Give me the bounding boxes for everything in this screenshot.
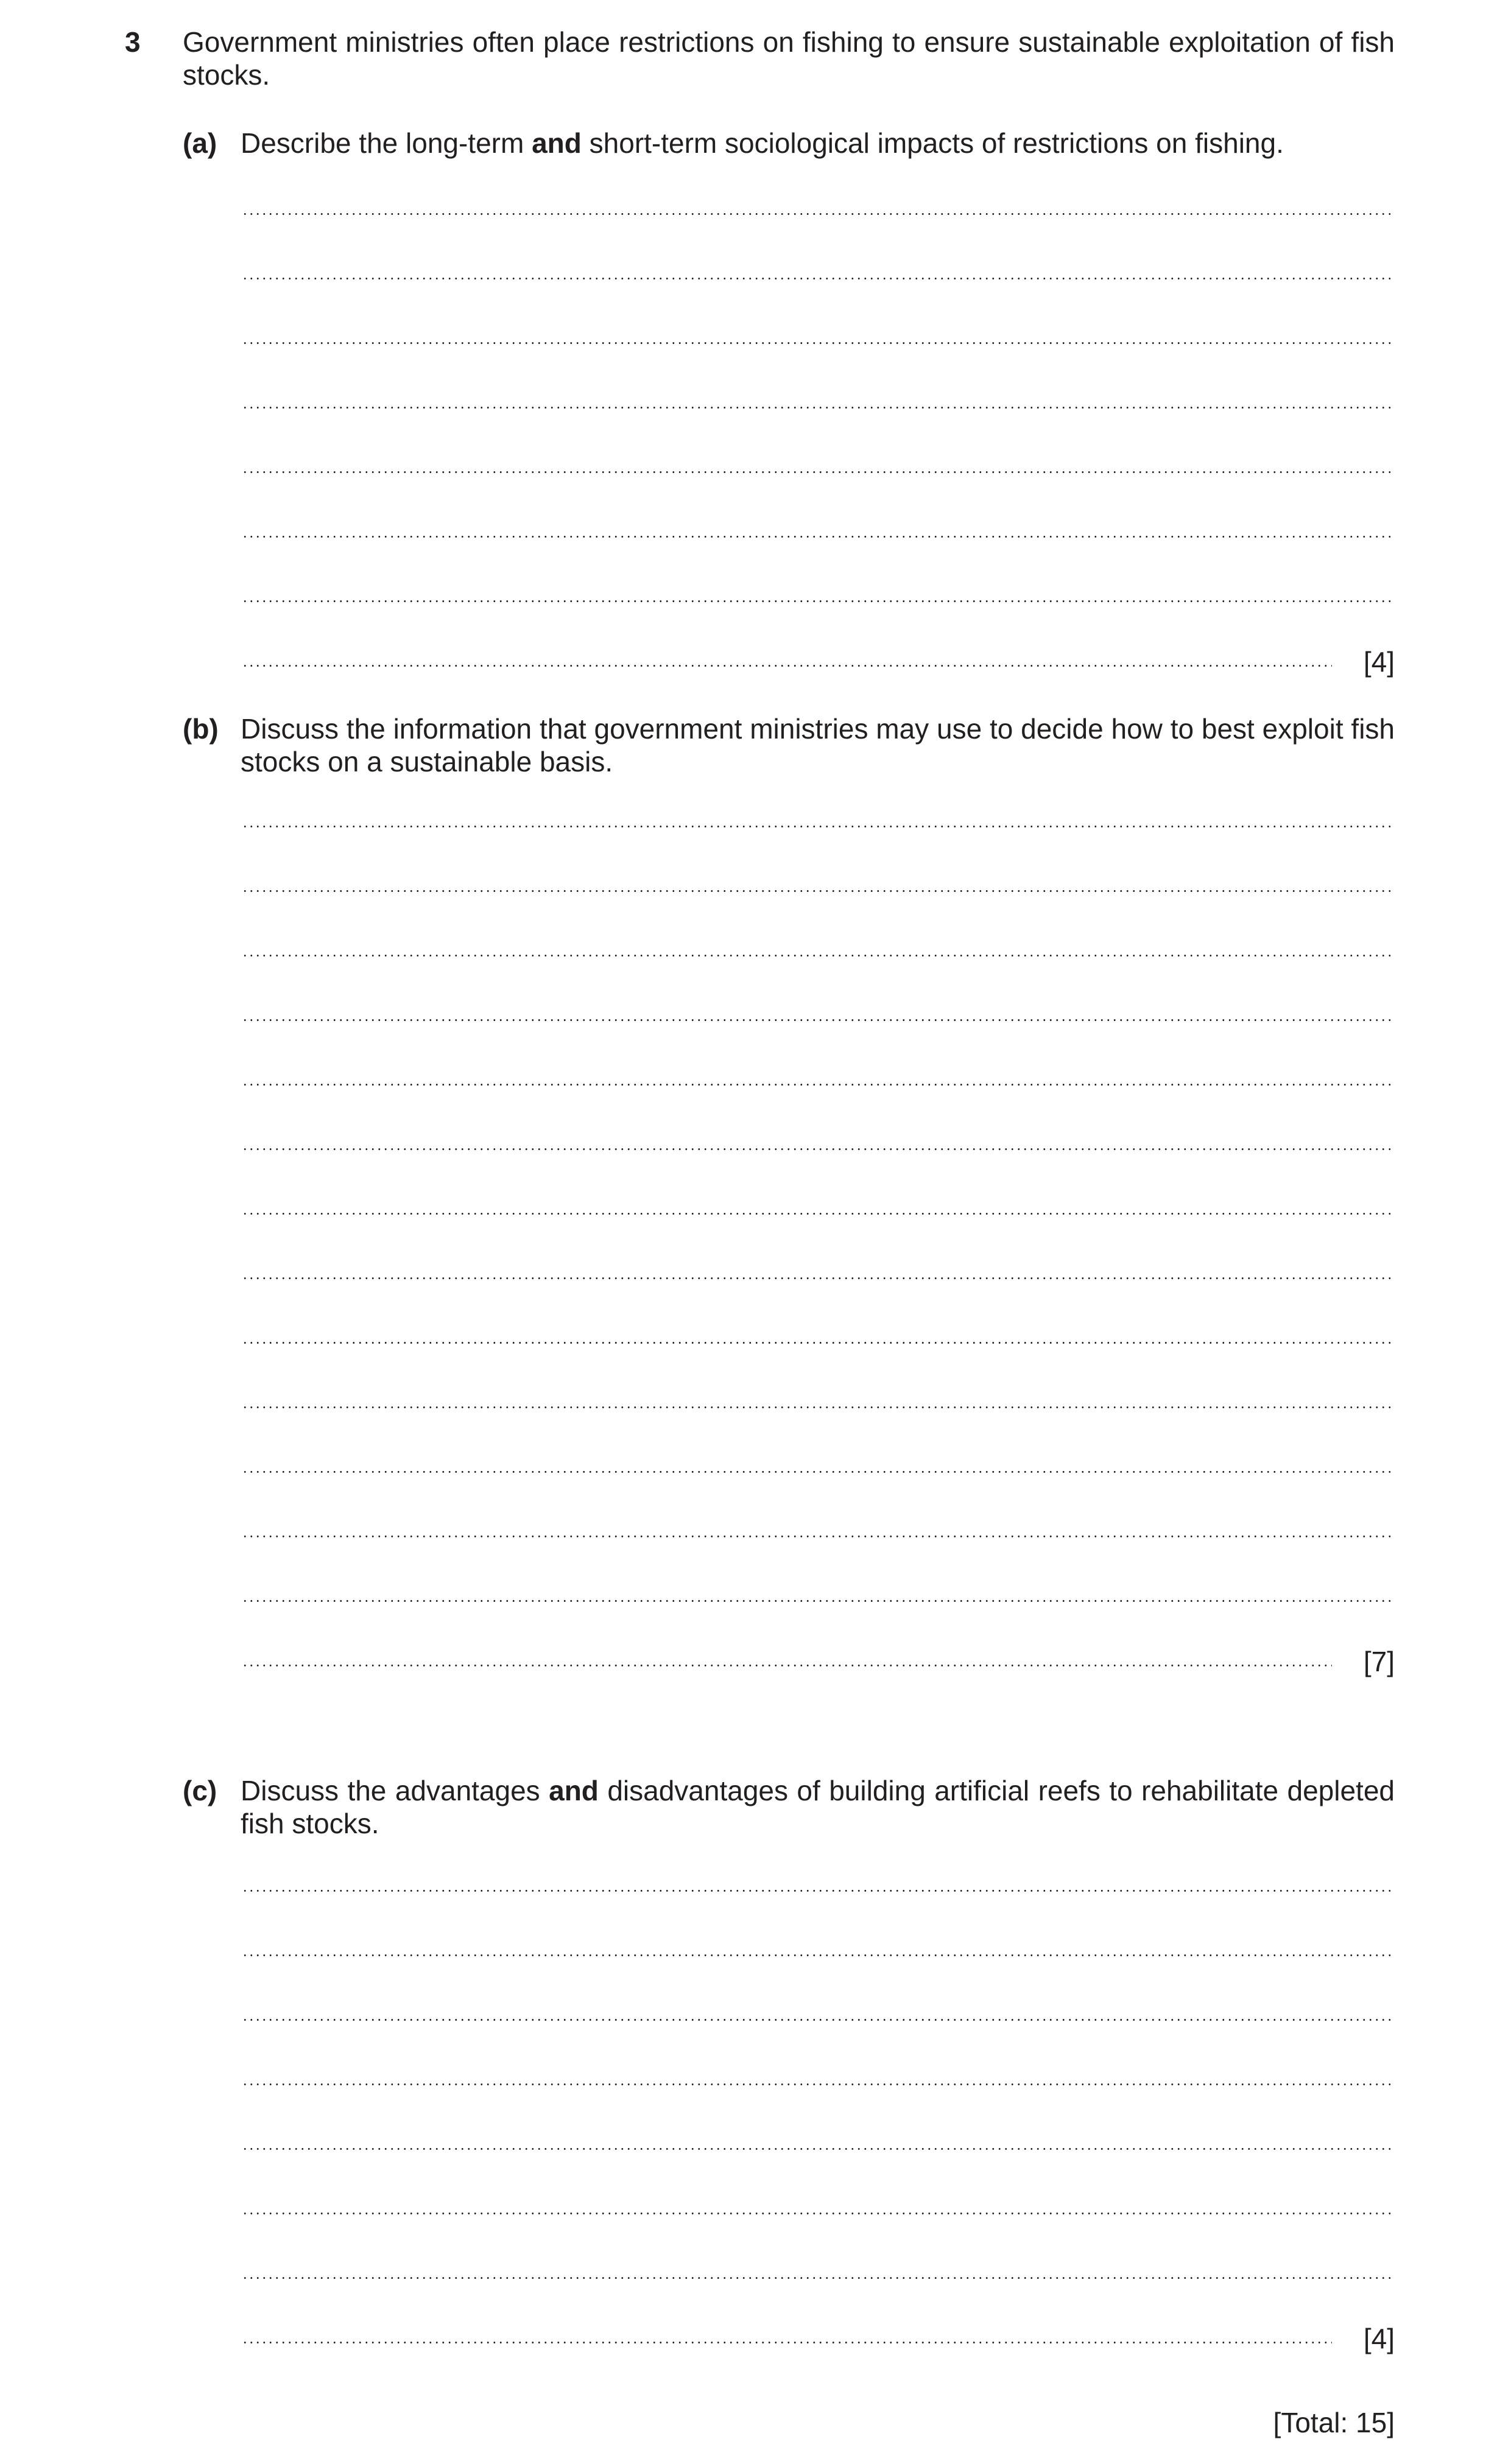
answer-line[interactable] <box>242 1277 1395 1279</box>
answer-line[interactable] <box>242 1406 1395 1408</box>
part-a-text: Describe the long-term and short-term sociological impacts of restrictions on fishing. <box>241 127 1284 159</box>
answer-line[interactable] <box>242 1954 1395 1956</box>
question-number: 3 <box>125 26 141 58</box>
answer-line[interactable] <box>242 1213 1395 1215</box>
answer-line[interactable] <box>242 955 1395 956</box>
answer-line[interactable] <box>242 1084 1395 1086</box>
part-b-text: Discuss the information that government ministries may use to decide how to best exploit fish stocks on a sustainable basis. <box>241 713 1395 777</box>
part-b-marks: [7] <box>1363 1646 1395 1677</box>
answer-line[interactable] <box>242 665 1332 667</box>
part-c-marks: [4] <box>1363 2323 1395 2354</box>
answer-line[interactable] <box>242 536 1395 538</box>
question-stem: Government ministries often place restrictions on fishing to ensure sustainable exploitation of fish stocks. <box>183 26 1395 91</box>
part-b-label: (b) <box>183 713 219 745</box>
answer-line[interactable] <box>242 826 1395 827</box>
answer-line[interactable] <box>242 1471 1395 1473</box>
total-marks: [Total: 15] <box>1273 2407 1395 2438</box>
answer-line[interactable] <box>242 2148 1395 2150</box>
answer-line[interactable] <box>242 1148 1395 1150</box>
part-a-label: (a) <box>183 127 217 159</box>
answer-line[interactable] <box>242 890 1395 892</box>
answer-line[interactable] <box>242 1536 1395 1537</box>
part-b-answer-area[interactable] <box>242 798 1395 1699</box>
answer-line[interactable] <box>242 1342 1395 1344</box>
part-c-label: (c) <box>183 1775 217 1806</box>
answer-line[interactable] <box>242 2019 1395 2021</box>
answer-line[interactable] <box>242 2213 1395 2214</box>
answer-line[interactable] <box>242 2342 1332 2343</box>
answer-line[interactable] <box>242 1890 1395 1892</box>
answer-line[interactable] <box>242 1019 1395 1021</box>
answer-line[interactable] <box>242 2083 1395 2085</box>
answer-line[interactable] <box>242 471 1395 473</box>
answer-line[interactable] <box>242 278 1395 279</box>
part-c-answer-area[interactable] <box>242 1857 1395 2368</box>
answer-line[interactable] <box>242 407 1395 409</box>
answer-line[interactable] <box>242 600 1395 602</box>
answer-line[interactable] <box>242 1665 1332 1666</box>
answer-line[interactable] <box>242 342 1395 344</box>
part-c-text: Discuss the advantages and disadvantages of building artificial reefs to rehabilitate depleted fish stocks. <box>241 1775 1395 1839</box>
part-a-answer-area[interactable] <box>242 183 1395 688</box>
answer-line[interactable] <box>242 2277 1395 2279</box>
answer-line[interactable] <box>242 213 1395 215</box>
part-a-marks: [4] <box>1363 646 1395 678</box>
answer-line[interactable] <box>242 1600 1395 1602</box>
